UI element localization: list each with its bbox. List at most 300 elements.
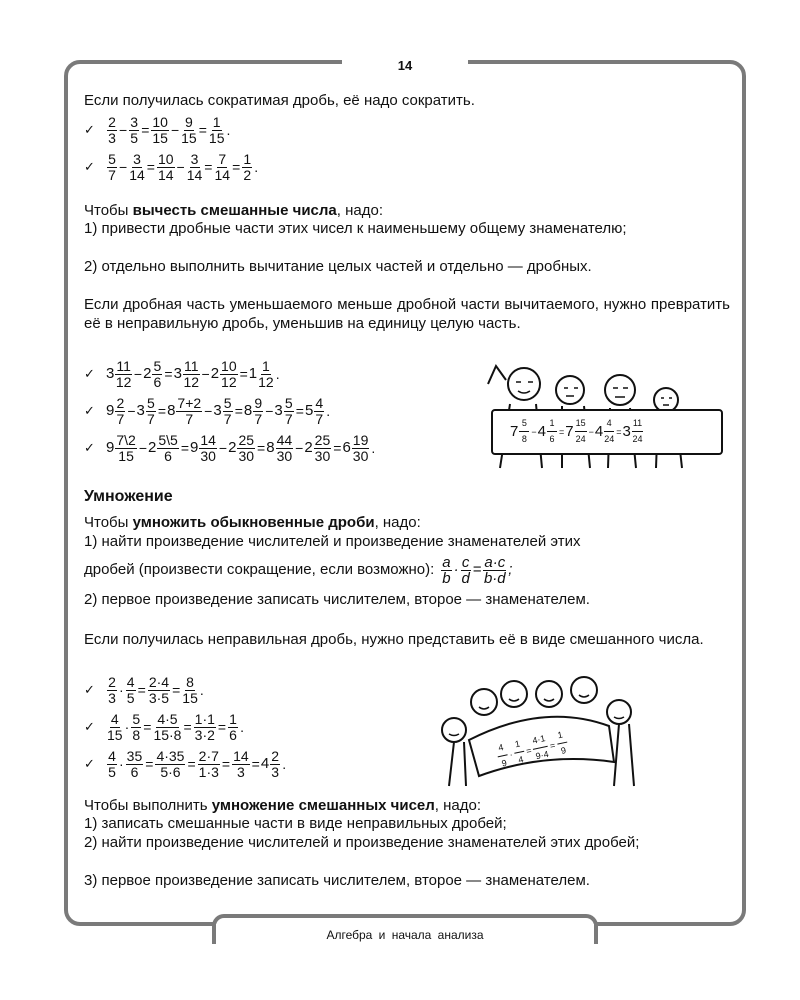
denominator: 3·5 bbox=[148, 690, 170, 706]
whole-part: 4 bbox=[260, 755, 270, 773]
step: 2) отдельно выполнить вычитание целых частей и отдельно — дробных. bbox=[84, 258, 592, 275]
whole-part: 3 bbox=[173, 365, 182, 383]
fraction bbox=[146, 396, 156, 427]
operator: = bbox=[141, 122, 150, 139]
operator: − bbox=[204, 403, 213, 420]
operator: = bbox=[616, 426, 622, 437]
numerator: 10 bbox=[221, 358, 237, 374]
operator: = bbox=[234, 403, 243, 420]
operator: = bbox=[180, 440, 189, 457]
operator: = bbox=[472, 560, 482, 578]
step: дробей (произвести сокращение, если возможно): bbox=[84, 560, 435, 578]
operator: − bbox=[119, 122, 128, 139]
denominator: 7 bbox=[254, 411, 263, 427]
denominator: 7 bbox=[223, 411, 232, 427]
denominator: 15 bbox=[107, 727, 123, 743]
denominator: 30 bbox=[200, 448, 216, 464]
operator: − bbox=[138, 440, 147, 457]
check-icon: ✓ bbox=[84, 756, 95, 772]
numerator: 11 bbox=[632, 416, 643, 432]
bold-term: вычесть смешанные числа bbox=[132, 202, 337, 219]
bold-term: умножить обыкновенные дроби bbox=[132, 514, 375, 531]
operator: = bbox=[143, 719, 152, 736]
denominator: 15 bbox=[118, 448, 134, 464]
numerator: 5 bbox=[153, 358, 162, 374]
operator: − bbox=[119, 159, 128, 176]
operator: = bbox=[232, 159, 241, 176]
numerator: 11 bbox=[183, 358, 199, 374]
check-icon: ✓ bbox=[84, 122, 95, 138]
denominator: 6 bbox=[130, 764, 139, 780]
fraction bbox=[126, 675, 136, 706]
fraction bbox=[511, 736, 527, 768]
operator: . bbox=[199, 682, 204, 699]
numerator: 2 bbox=[271, 748, 280, 764]
operator: = bbox=[558, 426, 565, 437]
denominator: 5 bbox=[130, 130, 139, 146]
fraction bbox=[107, 152, 117, 183]
numerator: 9 bbox=[254, 395, 263, 411]
fraction bbox=[153, 712, 181, 743]
numerator: 5 bbox=[108, 151, 116, 167]
bold-term: умножение смешанных чисел bbox=[211, 797, 435, 814]
kids-drawing bbox=[470, 358, 728, 470]
denominator: d bbox=[461, 569, 470, 587]
denominator: 12 bbox=[115, 374, 132, 390]
check-icon: ✓ bbox=[84, 682, 95, 698]
fraction bbox=[232, 749, 250, 780]
formula-group-b bbox=[84, 356, 464, 467]
fraction bbox=[604, 416, 614, 447]
operator: = bbox=[257, 440, 266, 457]
denominator: 15 bbox=[182, 690, 198, 706]
whole-part: 3 bbox=[136, 402, 145, 420]
numerator: 4 bbox=[315, 395, 324, 411]
operator: = bbox=[198, 122, 207, 139]
numerator: 7 bbox=[218, 151, 227, 167]
denominator: 14 bbox=[157, 167, 174, 183]
denominator: 30 bbox=[352, 448, 369, 464]
denominator: 30 bbox=[314, 448, 331, 464]
denominator: 8 bbox=[132, 727, 141, 743]
numerator: 4·1 bbox=[530, 731, 548, 750]
numerator: 4 bbox=[495, 740, 508, 758]
denominator: 15 bbox=[152, 130, 168, 146]
whole-part: 3 bbox=[622, 423, 631, 440]
operator: − bbox=[127, 403, 136, 420]
mixed-mul-title bbox=[84, 797, 730, 816]
numerator: 4·35 bbox=[156, 748, 185, 764]
formula-group-a bbox=[84, 112, 444, 186]
multiply-title bbox=[84, 514, 730, 533]
whole-part: 8 bbox=[167, 402, 176, 420]
step: 1) записать смешанные части в виде неправильных дробей; bbox=[84, 815, 507, 832]
numerator: 44 bbox=[276, 432, 293, 448]
step: 1) найти произведение числителей и произведение знаменателей этих bbox=[84, 533, 581, 550]
numerator: 2·7 bbox=[198, 748, 219, 764]
operator: = bbox=[251, 756, 260, 773]
fraction bbox=[352, 433, 370, 464]
operator: − bbox=[218, 440, 228, 457]
kids-banner-illustration-2 bbox=[434, 674, 648, 790]
numerator: 2 bbox=[108, 114, 116, 130]
whole-part: 9 bbox=[190, 439, 199, 457]
numerator: 35 bbox=[126, 748, 143, 764]
numerator: 19 bbox=[352, 432, 369, 448]
fraction bbox=[181, 115, 197, 146]
fraction bbox=[519, 416, 529, 447]
operator: = bbox=[145, 756, 154, 773]
check-icon: ✓ bbox=[84, 403, 95, 419]
whole-part: 6 bbox=[342, 439, 351, 457]
numerator: 5 bbox=[132, 711, 141, 727]
numerator: 4 bbox=[604, 416, 614, 432]
operator: ; bbox=[508, 560, 513, 578]
text: , надо: bbox=[374, 514, 421, 531]
numerator: 2·4 bbox=[148, 674, 170, 690]
numerator: 5 bbox=[146, 395, 155, 411]
operator: · bbox=[124, 719, 130, 736]
denominator: b bbox=[442, 569, 451, 587]
numerator: 8 bbox=[186, 674, 194, 690]
denominator: 6 bbox=[229, 727, 237, 743]
operator: · bbox=[119, 682, 124, 699]
whole-part: 3 bbox=[274, 402, 283, 420]
denominator: 9 bbox=[500, 757, 508, 769]
whole-part: 3 bbox=[106, 365, 115, 383]
denominator: 2 bbox=[243, 167, 252, 183]
denominator: b·d bbox=[483, 569, 506, 587]
denominator: 24 bbox=[604, 434, 615, 444]
operator: . bbox=[226, 122, 231, 139]
operator: · bbox=[453, 560, 459, 578]
intro-text: Если получилась сократимая дробь, её надо сократить. bbox=[84, 92, 475, 109]
operator: − bbox=[176, 159, 185, 176]
whole-part: 2 bbox=[304, 439, 313, 457]
fraction bbox=[115, 433, 136, 464]
operator: = bbox=[164, 366, 173, 383]
numerator: 4 bbox=[108, 748, 116, 764]
fraction bbox=[194, 712, 216, 743]
formula-row bbox=[84, 149, 444, 186]
formula-row bbox=[84, 672, 424, 709]
fraction bbox=[182, 675, 198, 706]
denominator: 15 bbox=[208, 130, 225, 146]
whole-part: 2 bbox=[148, 439, 157, 457]
check-icon: ✓ bbox=[84, 719, 95, 735]
rule-line bbox=[84, 552, 730, 588]
fraction bbox=[483, 555, 506, 586]
denominator: 6 bbox=[164, 448, 172, 464]
denominator: 12 bbox=[221, 374, 237, 390]
operator: = bbox=[187, 756, 196, 773]
denominator: 5 bbox=[108, 764, 116, 780]
operator: − bbox=[295, 440, 304, 457]
whole-part: 4 bbox=[537, 423, 546, 440]
whole-part: 2 bbox=[143, 365, 152, 383]
check-icon: ✓ bbox=[84, 440, 95, 456]
formula-row bbox=[84, 112, 444, 149]
denominator: 15 bbox=[181, 130, 197, 146]
denominator: 3·2 bbox=[194, 727, 215, 743]
operator: · bbox=[119, 756, 124, 773]
fraction bbox=[155, 749, 185, 780]
numerator: a bbox=[442, 553, 451, 571]
numerator: 10 bbox=[157, 151, 174, 167]
fraction bbox=[129, 152, 145, 183]
note: Если дробная часть уменьшаемого меньше дробной части вычитаемого, нужно превратить её в неправильную дробь, уменьшив на единицу целую часть. bbox=[84, 296, 730, 332]
whole-part: 8 bbox=[266, 439, 275, 457]
whole-part: 4 bbox=[594, 423, 604, 440]
fraction bbox=[157, 152, 175, 183]
fraction bbox=[107, 115, 117, 146]
step: 1) привести дробные части этих чисел к наименьшему общему знаменателю; bbox=[84, 220, 627, 237]
fraction bbox=[115, 396, 125, 427]
fraction bbox=[209, 115, 225, 146]
numerator: 15 bbox=[575, 416, 587, 432]
fraction bbox=[547, 416, 557, 447]
fraction bbox=[223, 396, 233, 427]
numerator: 5 bbox=[519, 416, 529, 432]
whole-part: 8 bbox=[243, 402, 253, 420]
fraction bbox=[461, 555, 471, 586]
numerator: 1 bbox=[212, 114, 221, 130]
fraction bbox=[314, 433, 332, 464]
denominator: 5 bbox=[126, 690, 135, 706]
fraction bbox=[575, 416, 587, 447]
fraction bbox=[157, 433, 178, 464]
whole-part: 9 bbox=[106, 402, 115, 420]
denominator: 7 bbox=[185, 411, 194, 427]
step: 3) первое произведение записать числителем, второе — знаменателем. bbox=[84, 872, 590, 889]
denominator: 7 bbox=[284, 411, 293, 427]
numerator: 2 bbox=[108, 674, 116, 690]
operator: = bbox=[172, 682, 181, 699]
fraction bbox=[115, 359, 132, 390]
denominator: 9·4 bbox=[534, 748, 550, 762]
formula-row bbox=[84, 709, 424, 746]
denominator: 12 bbox=[183, 374, 200, 390]
fraction bbox=[187, 152, 203, 183]
operator: = bbox=[137, 682, 146, 699]
operator: . bbox=[326, 403, 331, 420]
fraction bbox=[228, 712, 238, 743]
fraction bbox=[183, 359, 200, 390]
denominator: 7 bbox=[146, 411, 155, 427]
whole-part: 5 bbox=[304, 402, 314, 420]
fraction bbox=[107, 712, 123, 743]
fraction bbox=[107, 749, 117, 780]
numerator: 4·5 bbox=[157, 711, 178, 727]
operator: − bbox=[201, 366, 210, 383]
section-heading: Умножение bbox=[84, 488, 173, 505]
banner-formula-1 bbox=[510, 416, 644, 447]
denominator: 24 bbox=[632, 434, 643, 444]
fraction bbox=[284, 396, 294, 427]
text: , надо: bbox=[434, 797, 482, 814]
whole-part: 7 bbox=[565, 423, 574, 440]
operator: · bbox=[508, 748, 514, 760]
fraction bbox=[258, 359, 274, 390]
fraction bbox=[242, 152, 252, 183]
operator: − bbox=[133, 366, 143, 383]
fraction bbox=[152, 359, 162, 390]
fraction bbox=[126, 749, 144, 780]
numerator: 3 bbox=[130, 114, 139, 130]
operator: = bbox=[204, 159, 213, 176]
denominator: 24 bbox=[575, 434, 586, 444]
fraction bbox=[151, 115, 169, 146]
operator: = bbox=[183, 719, 192, 736]
fraction bbox=[632, 416, 643, 447]
operator: = bbox=[333, 440, 342, 457]
numerator: 3 bbox=[133, 151, 141, 167]
formula-row bbox=[84, 393, 464, 430]
formula-row bbox=[84, 746, 424, 783]
whole-part: 3 bbox=[213, 402, 222, 420]
numerator: 5 bbox=[223, 395, 232, 411]
operator: = bbox=[525, 744, 533, 756]
operator: = bbox=[221, 756, 231, 773]
fraction bbox=[131, 712, 141, 743]
numerator: a·c bbox=[484, 553, 506, 571]
denominator: 8 bbox=[521, 434, 527, 444]
denominator: 30 bbox=[238, 448, 255, 464]
numerator: 1 bbox=[554, 727, 567, 745]
denominator: 14 bbox=[186, 167, 203, 183]
check-icon: ✓ bbox=[84, 366, 95, 382]
numerator: 1 bbox=[243, 151, 252, 167]
fraction bbox=[199, 433, 217, 464]
numerator: 4 bbox=[110, 711, 119, 727]
formula-group-c bbox=[84, 672, 424, 783]
numerator: 2 bbox=[116, 395, 125, 411]
denominator: 12 bbox=[258, 374, 274, 390]
operator: − bbox=[588, 426, 594, 437]
text: , надо: bbox=[336, 202, 383, 219]
operator: . bbox=[240, 719, 244, 736]
operator: − bbox=[265, 403, 274, 420]
operator: = bbox=[295, 403, 304, 420]
operator: . bbox=[275, 366, 280, 383]
multiply-rule bbox=[440, 555, 513, 586]
fraction bbox=[441, 555, 451, 586]
fraction bbox=[176, 396, 202, 427]
formula-row bbox=[84, 356, 464, 393]
operator: = bbox=[239, 366, 248, 383]
numerator: 10 bbox=[152, 114, 168, 130]
whole-part: 7 bbox=[510, 423, 519, 440]
numerator: 25 bbox=[238, 432, 255, 448]
whole-part: 2 bbox=[228, 439, 237, 457]
numerator: 25 bbox=[314, 432, 331, 448]
step: 2) первое произведение записать числителем, второе — знаменателем. bbox=[84, 591, 590, 608]
denominator: 1·3 bbox=[198, 764, 219, 780]
denominator: 14 bbox=[129, 167, 145, 183]
numerator: 14 bbox=[200, 432, 216, 448]
kids-banner-illustration-1 bbox=[470, 358, 728, 470]
denominator: 4 bbox=[517, 754, 525, 766]
whole-part: 1 bbox=[248, 365, 258, 383]
denominator: 9 bbox=[559, 745, 567, 756]
denominator: 6 bbox=[153, 374, 162, 390]
operator: . bbox=[371, 440, 376, 457]
operator: . bbox=[254, 159, 259, 176]
numerator: 7\2 bbox=[116, 432, 136, 448]
fraction bbox=[314, 396, 324, 427]
fraction bbox=[129, 115, 139, 146]
fraction bbox=[148, 675, 170, 706]
note: Если получилась неправильная дробь, нужно представить её в виде смешанного числа. bbox=[84, 631, 704, 648]
text: Чтобы bbox=[84, 514, 133, 531]
denominator: 3 bbox=[236, 764, 245, 780]
fraction bbox=[220, 359, 238, 390]
whole-part: 9 bbox=[106, 439, 115, 457]
denominator: 5·6 bbox=[160, 764, 181, 780]
numerator: 7+2 bbox=[177, 395, 202, 411]
fraction bbox=[198, 749, 220, 780]
fraction bbox=[270, 749, 280, 780]
numerator: 11 bbox=[116, 358, 131, 374]
formula-row bbox=[84, 430, 464, 467]
denominator: 7 bbox=[315, 411, 324, 427]
numerator: 5 bbox=[284, 395, 293, 411]
fraction bbox=[237, 433, 255, 464]
mixed-sub-title bbox=[84, 202, 730, 221]
fraction bbox=[214, 152, 230, 183]
denominator: 30 bbox=[276, 448, 293, 464]
numerator: 1 bbox=[262, 358, 270, 374]
denominator: 3 bbox=[108, 690, 116, 706]
fraction bbox=[530, 731, 551, 764]
operator: − bbox=[531, 426, 537, 437]
denominator: 7 bbox=[116, 411, 125, 427]
fraction bbox=[107, 675, 117, 706]
operator: − bbox=[170, 122, 180, 139]
step: 2) найти произведение числителей и произведение знаменателей этих дробей; bbox=[84, 834, 640, 851]
numerator: 1 bbox=[511, 736, 524, 754]
numerator: c bbox=[461, 553, 470, 571]
text: Чтобы выполнить bbox=[84, 797, 212, 814]
numerator: 14 bbox=[233, 748, 249, 764]
numerator: 1 bbox=[229, 711, 237, 727]
whole-part: 2 bbox=[210, 365, 220, 383]
denominator: 7 bbox=[108, 167, 116, 183]
fraction bbox=[253, 396, 263, 427]
text: Чтобы bbox=[84, 202, 133, 219]
operator: = bbox=[217, 719, 227, 736]
page-number: 14 bbox=[397, 58, 413, 73]
numerator: 9 bbox=[185, 114, 193, 130]
operator: = bbox=[157, 403, 167, 420]
check-icon: ✓ bbox=[84, 159, 95, 175]
numerator: 1·1 bbox=[194, 711, 215, 727]
numerator: 5\5 bbox=[158, 432, 178, 448]
fraction bbox=[276, 433, 294, 464]
denominator: 6 bbox=[549, 434, 555, 444]
operator: = bbox=[146, 159, 155, 176]
numerator: 1 bbox=[547, 416, 557, 432]
footer-title: Алгебра и начала анализа bbox=[326, 928, 484, 942]
operator: . bbox=[282, 756, 287, 773]
numerator: 3 bbox=[190, 151, 199, 167]
denominator: 3 bbox=[108, 130, 116, 146]
denominator: 14 bbox=[214, 167, 231, 183]
denominator: 3 bbox=[271, 764, 280, 780]
numerator: 4 bbox=[126, 674, 135, 690]
denominator: 15·8 bbox=[153, 727, 182, 743]
operator: = bbox=[548, 739, 557, 751]
